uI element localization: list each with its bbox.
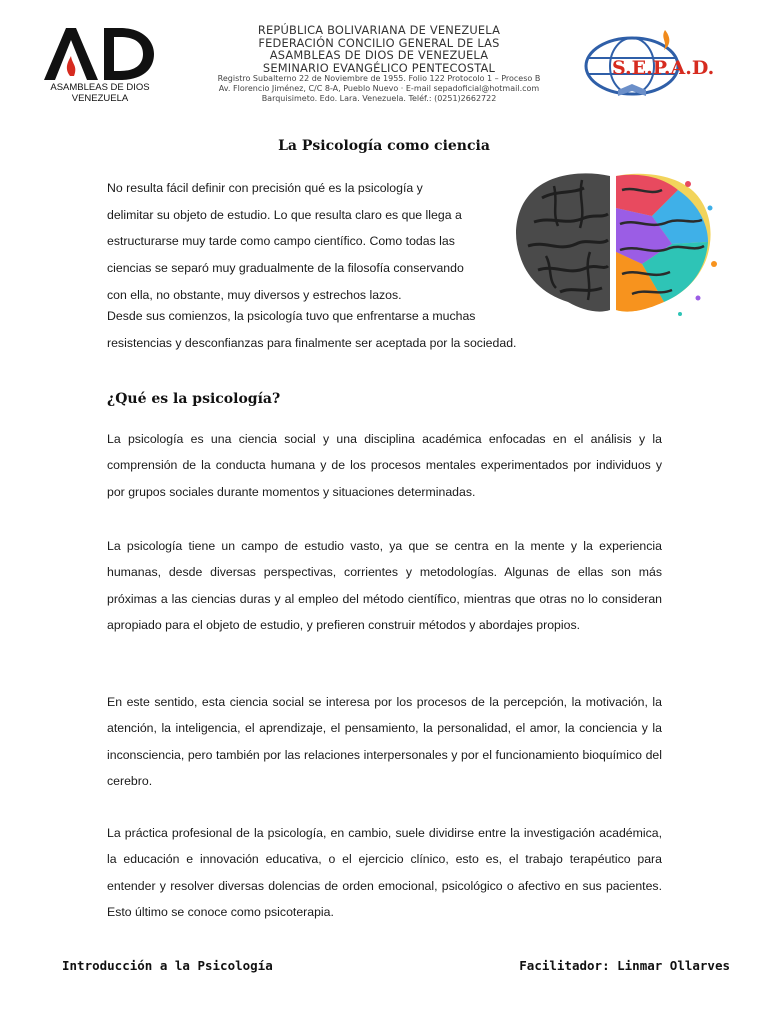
intro-line: resistencias y desconfianzas para finalmente ser aceptada por la sociedad. <box>107 335 517 350</box>
intro-line: ciencias se separó muy gradualmente de la filosofía conservando <box>107 261 464 276</box>
intro-paragraph <box>107 175 510 309</box>
intro-line: Desde sus comienzos, la psicología tuvo que enfrentarse a muchas <box>107 309 476 323</box>
sepad-logo <box>582 28 742 98</box>
intro-line: estructurarse muy tarde como campo científico. Como todas las <box>107 234 455 249</box>
letterhead <box>0 0 768 120</box>
asambleas-de-dios-logo <box>40 24 170 112</box>
intro-line: con ella, no obstante, muy diversos y estrechos lazos. <box>107 287 402 302</box>
sepad-logo-text: S.E.P.A.D. <box>612 57 715 79</box>
header-registry-line: Registro Subalterno 22 de Noviembre de 1955. Folio 122 Protocolo 1 – Proceso B <box>217 74 541 84</box>
brain-icon <box>512 168 722 320</box>
ad-caption-line-1: ASAMBLEAS DE DIOS <box>50 82 150 93</box>
header-address-line: Av. Florencio Jiménez, C/C 8-A, Pueblo Nuevo · E-mail sepadoficial@hotmail.com <box>218 83 540 93</box>
ad-logo-caption <box>40 82 160 104</box>
section-heading: ¿Qué es la psicología? <box>107 391 281 407</box>
header-line-1: REPÚBLICA BOLIVARIANA DE VENEZUELA <box>257 23 501 37</box>
footer-facilitator: Facilitador: Linmar Ollarves <box>519 958 730 973</box>
header-line-2: FEDERACIÓN CONCILIO GENERAL DE LAS <box>258 35 500 50</box>
brain-illustration <box>512 168 722 320</box>
intro-line: delimitar su objeto de estudio. Lo que resulta claro es que llega a <box>107 207 462 222</box>
body-paragraph-1: La psicología es una ciencia social y una disciplina académica enfocadas en el análisis y la comprensión de la conducta humana y de los procesos mentales experimentados por individuos y por grupos sociales durante momentos y situaciones determinadas. <box>107 432 662 499</box>
ad-caption-line-2: VENEZUELA <box>71 93 129 104</box>
institution-header <box>175 24 583 103</box>
body-paragraph-4: La práctica profesional de la psicología, en cambio, suele dividirse entre la investigación académica, la educación e innovación educativa, o el ejercicio clínico, esto es, el trabajo terapéutico para entender y resolver diversas dolencias de orden emocional, psicológico o afectivo en sus pacientes. Esto último se conoce como psicoterapia. <box>107 826 662 919</box>
header-line-4: SEMINARIO EVANGÉLICO PENTECOSTAL <box>262 60 496 75</box>
intro-line: No resulta fácil definir con precisión qué es la psicología y <box>107 181 423 195</box>
globe-icon <box>582 28 742 98</box>
page-title: La Psicología como ciencia <box>278 138 490 154</box>
body-paragraph-3: En este sentido, esta ciencia social se interesa por los procesos de la percepción, la motivación, la atención, la inteligencia, el aprendizaje, el pensamiento, la personalidad, el amor, la conciencia y la inconsciencia, pero también por las relaciones interpersonales y por el funcionamiento bioquímico del cerebro. <box>107 695 662 788</box>
ad-monogram-icon <box>40 24 160 84</box>
footer-course-name: Introducción a la Psicología <box>62 958 273 973</box>
body-paragraph-2: La psicología tiene un campo de estudio vasto, ya que se centra en la mente y la experiencia humanas, desde diversas perspectivas, corrientes y metodologías. Algunas de ellas son más próximas a las ciencias duras y al empleo del método científico, mientras que otras no lo consideran apropiado para el objeto de estudio, y prefieren construir métodos y abordajes propios. <box>107 539 662 632</box>
header-city-phone-line: Barquisimeto. Edo. Lara. Venezuela. Teléf.: (0251)2662722 <box>261 93 497 103</box>
intro-continuation <box>107 303 577 356</box>
header-line-3: ASAMBLEAS DE DIOS DE VENEZUELA <box>269 48 489 63</box>
